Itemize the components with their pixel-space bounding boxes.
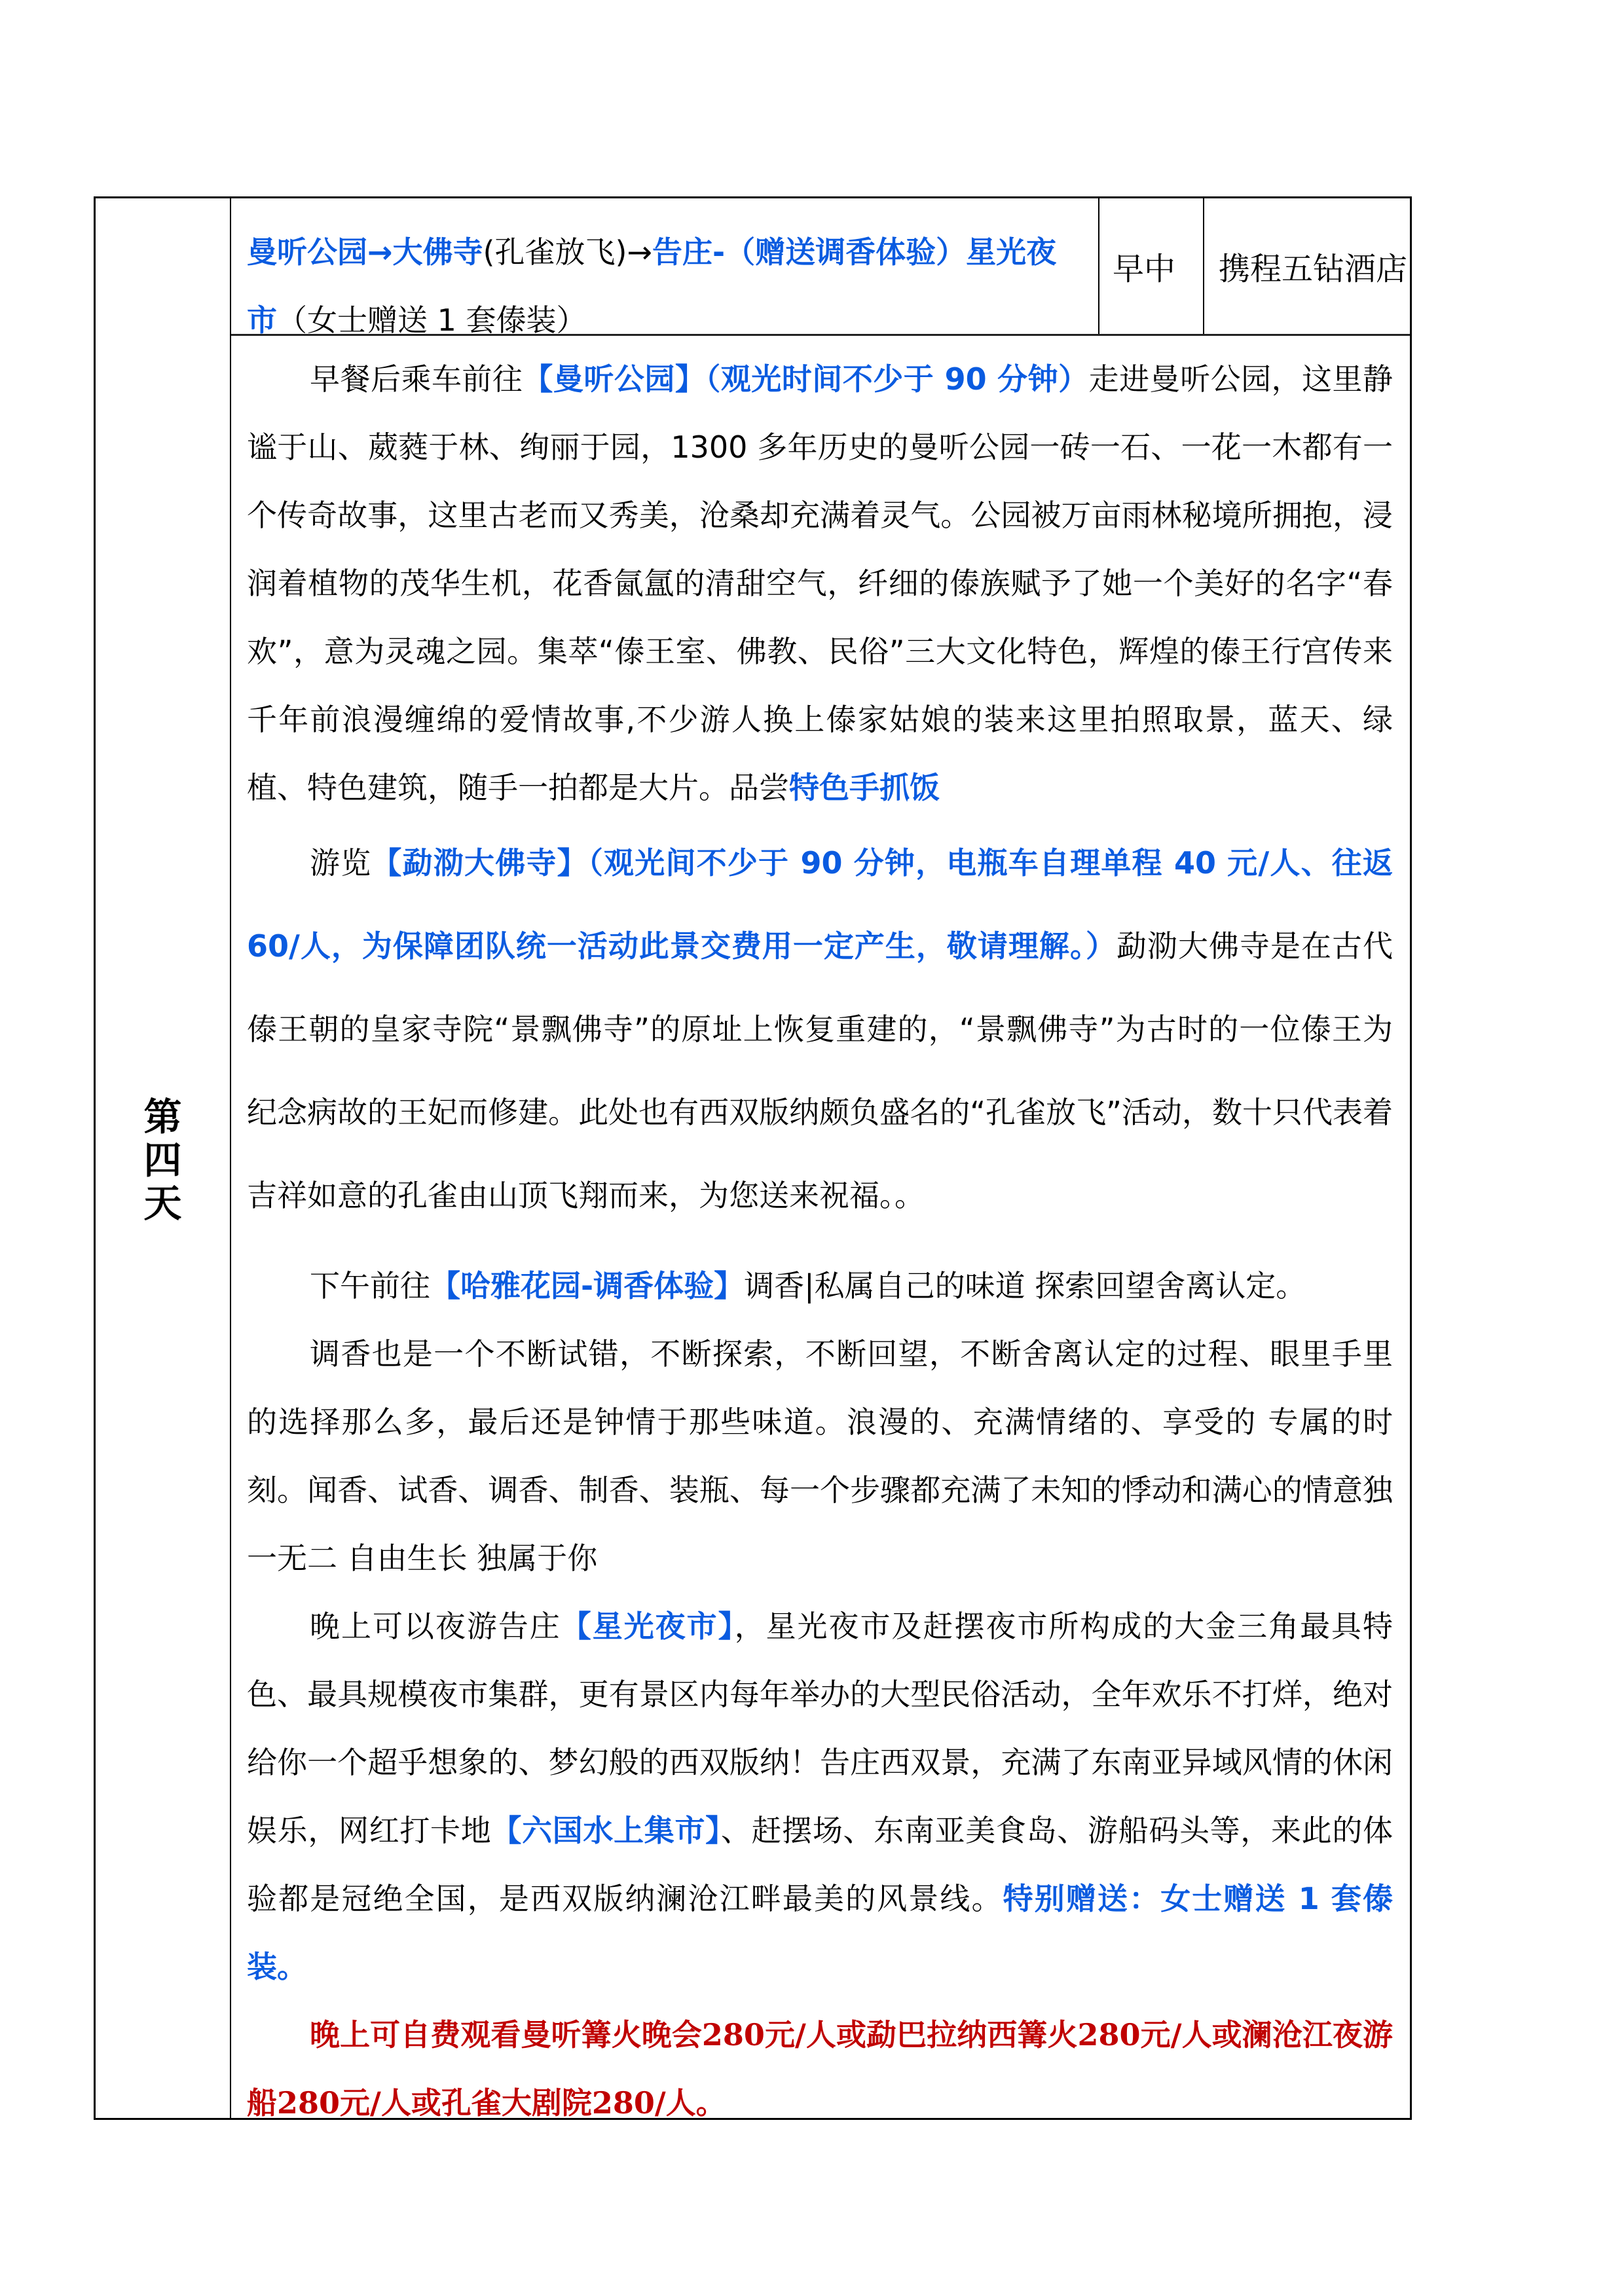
paragraph-big-buddha-temple	[247, 822, 1393, 1237]
paragraph-manting-park	[247, 345, 1393, 822]
day-label-char: 第	[143, 1095, 182, 1139]
meals-cell	[1099, 198, 1204, 334]
text: 调香|私属自己的味道 探索回望舍离认定。	[744, 1268, 1306, 1303]
day-label-char: 天	[143, 1181, 182, 1226]
hotel-cell	[1204, 198, 1410, 334]
text: 下午前往	[310, 1268, 430, 1303]
highlight-text: 【曼听公园】（观光时间不少于 90 分钟）	[523, 361, 1089, 397]
text: 早餐后乘车前往	[310, 361, 523, 397]
route-segment: 曼听公园→大佛寺	[247, 234, 483, 270]
day-label	[96, 1095, 230, 1225]
text: 、赶摆场、东南亚美食岛、游船码头等，来此的体验都是冠绝全国，是西双版纳澜沧江畔最美的风景线。	[247, 1813, 1393, 1916]
meals-text: 早中	[1113, 251, 1176, 287]
paragraph-optional-shows	[247, 2001, 1393, 2137]
gift-note: 特别赠送：女士赠送 1 套傣装。	[247, 1881, 1393, 1984]
text: 走进曼听公园，这里静谧于山、葳蕤于林、绚丽于园，1300 多年历史的曼听公园一砖一石、一花一木都有一个传奇故事，这里古老而又秀美，沧桑却充满着灵气。公园被万亩雨林秘境所拥抱，浸润着植物的茂华生机，花香氤氲的清甜空气，纤细的傣族赋予了她一个美好的名字“春欢”，意为灵魂之园。集萃“傣王室、佛教、民俗”三大文化特色，辉煌的傣王行宫传来千年前浪漫缠绵的爱情故事,不少游人换上傣家姑娘的装来这里拍照取景，蓝天、绿植、特色建筑，随手一拍都是大片。品尝	[247, 361, 1393, 805]
text: 游览	[310, 845, 372, 881]
text: ，星光夜市及赶摆夜市所构成的大金三角最具特色、最具规模夜市集群，更有景区内每年举办的大型民俗活动，全年欢乐不打烊，绝对给你一个超乎想象的、梦幻般的西双版纳！告庄西双景，充满了东南亚异域风情的休闲娱乐，网红打卡地	[247, 1609, 1393, 1848]
route-segment: 告庄-（赠送调香体验）星光夜市	[247, 234, 1057, 338]
text: 调香也是一个不断试错，不断探索，不断回望，不断舍离认定的过程、眼里手里的选择那么多，最后还是钟情于那些味道。浪漫的、充满情绪的、享受的 专属的时刻。闻香、试香、调香、制香、装瓶、每一个步骤都充满了未知的悸动和满心的情意独一无二 自由生长 独属于你	[247, 1336, 1393, 1576]
itinerary-table	[94, 196, 1412, 2120]
day-column	[96, 198, 231, 2118]
highlight-text: 【勐泐大佛寺】（观光间不少于 90 分钟，电瓶车自理单程 40 元/人、往返 60/人，为保障团队统一活动此景交费用一定产生，敬请理解。）	[247, 845, 1393, 964]
paragraph-haya-garden	[247, 1252, 1393, 1320]
text: 勐泐大佛寺是在古代傣王朝的皇家寺院“景飘佛寺”的原址上恢复重建的，“景飘佛寺”为古时的一位傣王为纪念病故的王妃而修建。此处也有西双版纳颇负盛名的“孔雀放飞”活动，数十只代表着吉祥如意的孔雀由山顶飞翔而来，为您送来祝福。。	[247, 928, 1393, 1213]
optional-expense-note: 晚上可自费观看曼听篝火晚会280元/人或勐巴拉纳西篝火280元/人或澜沧江夜游船280元/人或孔雀大剧院280/人。	[247, 2017, 1393, 2121]
route-note: （女士赠送 1 套傣装）	[277, 302, 587, 338]
day-header-row	[231, 198, 1410, 336]
highlight-text: 【星光夜市】	[561, 1609, 735, 1644]
highlight-text: 特色手抓饭	[789, 770, 940, 805]
paragraph-perfume-experience	[247, 1320, 1393, 1592]
route-segment: (孔雀放飞)→	[483, 234, 652, 270]
highlight-text: 【哈雅花园-调香体验】	[430, 1268, 745, 1303]
highlight-text: 【六国水上集市】	[491, 1813, 721, 1848]
text: 晚上可以夜游告庄	[310, 1609, 561, 1644]
route-cell	[231, 198, 1099, 338]
day-label-char: 四	[143, 1138, 182, 1182]
hotel-text: 携程五钻酒店	[1219, 251, 1408, 287]
paragraph-night-market	[247, 1592, 1393, 2001]
itinerary-description	[231, 336, 1410, 2121]
